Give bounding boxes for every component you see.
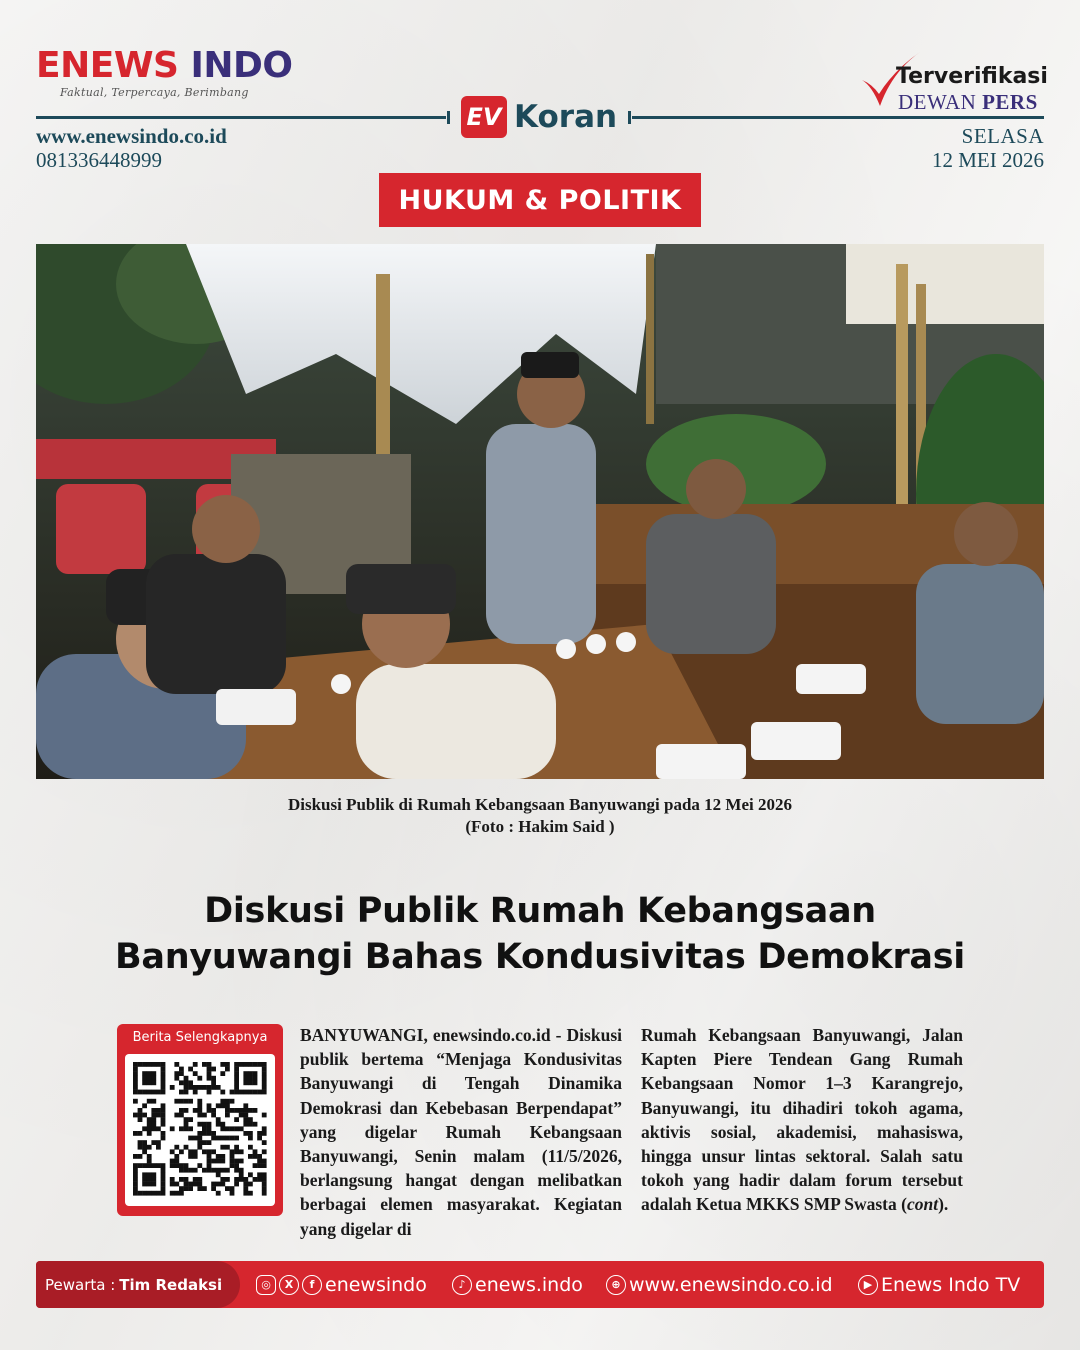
youtube-icon: ▶ xyxy=(858,1275,878,1295)
header-rule-right xyxy=(632,116,1044,119)
footer-website[interactable]: ⊕ www.enewsindo.co.id xyxy=(606,1261,833,1308)
brand-tagline: Faktual, Terpercaya, Berimbang xyxy=(60,86,249,99)
qr-label: Berita Selengkapnya xyxy=(132,1030,268,1045)
footer-reporter: Pewarta : Tim Redaksi xyxy=(36,1261,240,1308)
footer-social[interactable]: ◎ X f enewsindo xyxy=(256,1261,427,1308)
globe-icon: ⊕ xyxy=(606,1275,626,1295)
edition-day: SELASA xyxy=(961,124,1044,148)
section-badge: HUKUM & POLITIK xyxy=(381,175,699,225)
edition-logo: EV xyxy=(461,96,507,138)
instagram-icon: ◎ xyxy=(256,1275,276,1295)
tiktok-icon: ♪ xyxy=(452,1275,472,1295)
header-phone: 081336448999 xyxy=(36,148,162,172)
qr-code[interactable] xyxy=(125,1054,275,1206)
footer-tiktok[interactable]: ♪ enews.indo xyxy=(452,1261,583,1308)
article-photo xyxy=(36,244,1044,779)
footer-youtube[interactable]: ▶ Enews Indo TV xyxy=(858,1261,1020,1308)
press-council: DEWAN PERS xyxy=(898,90,1038,114)
article-column-1: BANYUWANGI, enewsindo.co.id - Diskusi publik bertema “Menjaga Kondusivitas Banyuwangi di Tengah Dinamika Demokrasi dan Kebebasan Berpendapat” yang digelar Rumah Kebangsaan Banyuwangi, Senin malam (11/5/2026, berlangsung hangat dengan melibatkan berbagai elemen masyarakat. Kegiatan yang digelar di xyxy=(300,1025,622,1239)
brand-logo: ENEWS INDO xyxy=(36,45,293,86)
edition-name: Koran xyxy=(514,99,618,135)
header-website[interactable]: www.enewsindo.co.id xyxy=(36,124,227,148)
edition-date: 12 MEI 2026 xyxy=(932,148,1044,172)
header-rule-left xyxy=(36,116,446,119)
photo-caption: Diskusi Publik di Rumah Kebangsaan Banyuwangi pada 12 Mei 2026 (Foto : Hakim Said ) xyxy=(287,795,792,836)
verified-label: Terverifikasi xyxy=(896,64,1048,89)
x-icon: X xyxy=(279,1275,299,1295)
article-headline: Diskusi Publik Rumah Kebangsaan Banyuwangi Bahas Kondusivitas Demokrasi xyxy=(115,891,965,977)
article-column-2: Rumah Kebangsaan Banyuwangi, Jalan Kapten Piere Tendean Gang Rumah Kebangsaan Nomor 1–3 Karangrejo, Banyuwangi, itu dihadiri tokoh agama, aktivis sosial, akademisi, mahasiswa, hingga unsur lintas sektoral. Salah satu tokoh yang hadir dalam forum tersebut adalah Ketua MKKS SMP Swasta (cont). xyxy=(641,1025,963,1215)
facebook-icon: f xyxy=(302,1275,322,1295)
